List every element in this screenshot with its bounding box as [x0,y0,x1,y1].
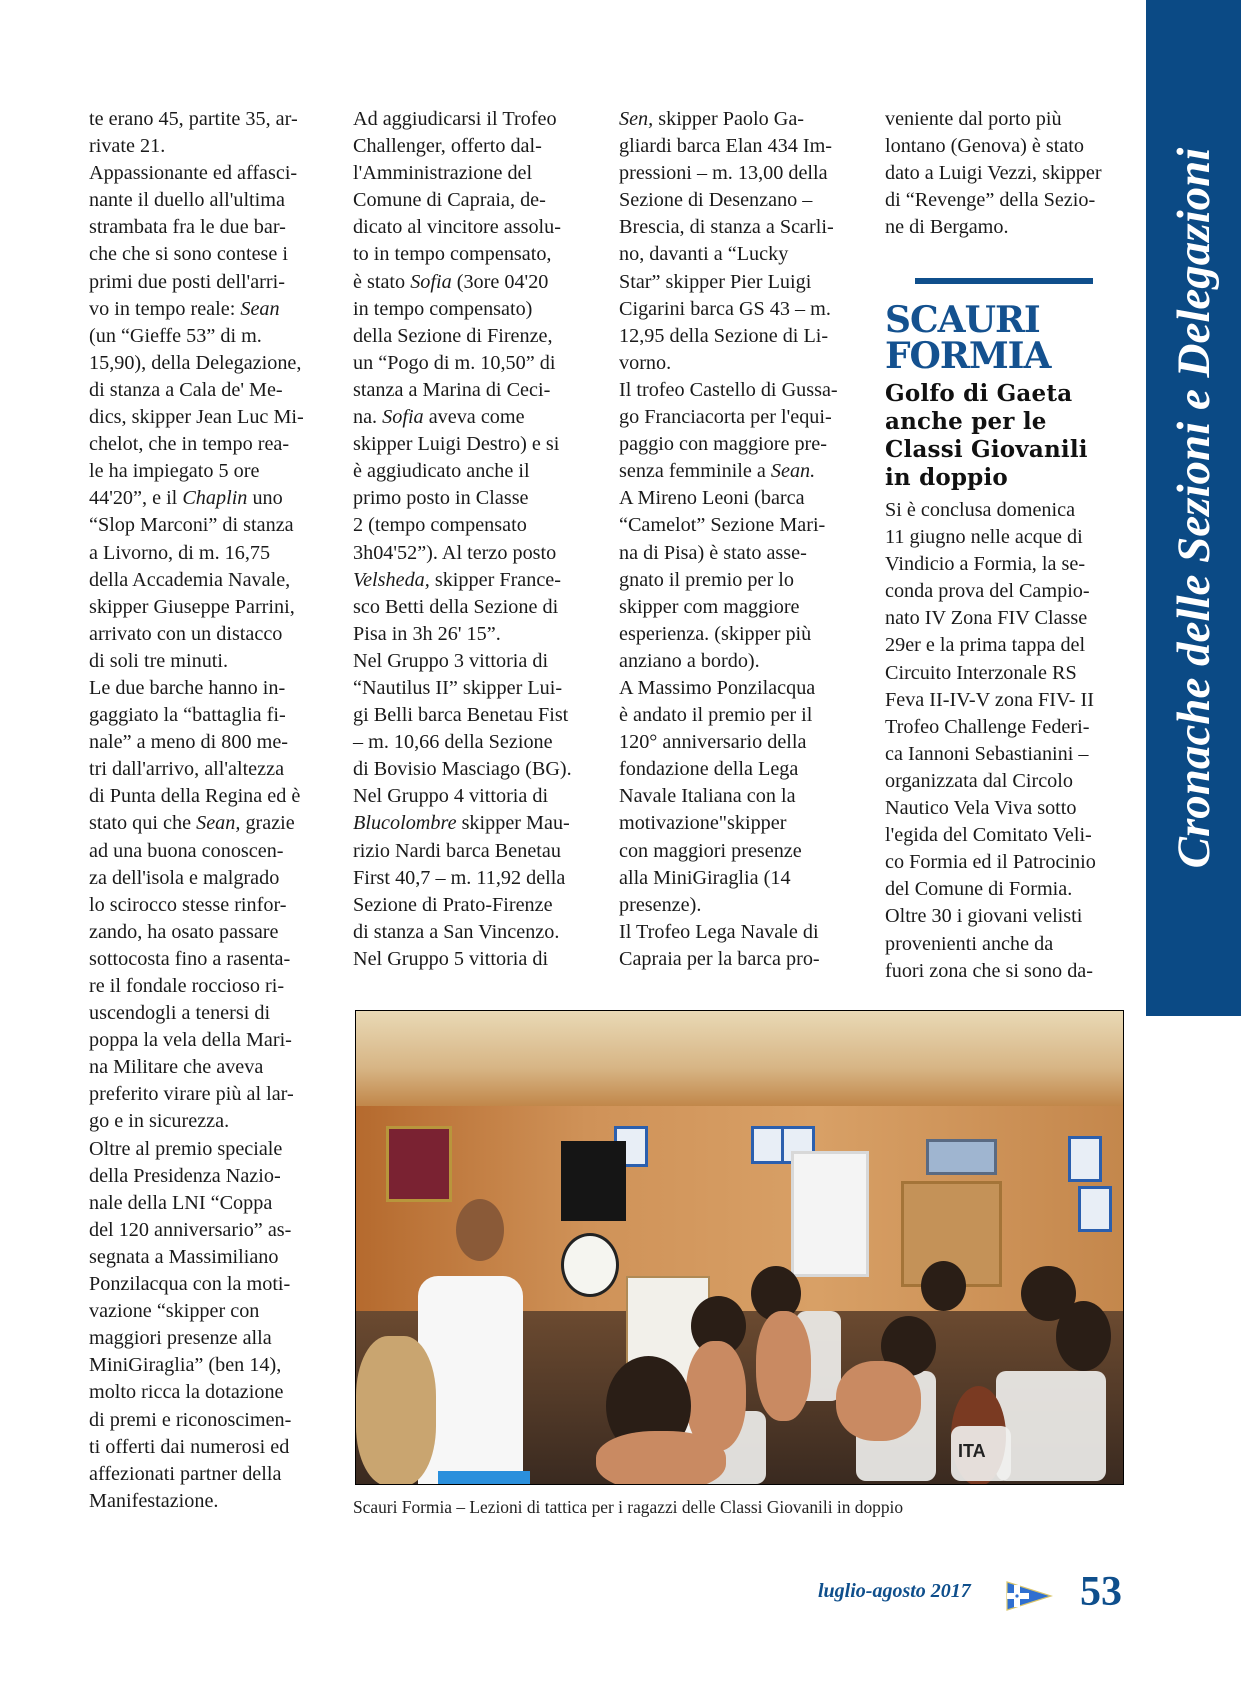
text-line: Trofeo Challenge Federi- [885,715,1090,738]
photo-frame-icon [386,1126,452,1202]
text-line: 44'20”, e il Chaplin uno [89,487,283,510]
text-line: Velsheda, skipper France- [353,568,561,591]
text-line: 29er e la prima tappa del [885,634,1086,657]
text-line: Appassionante ed affasci- [89,162,298,185]
text-line: maggiori presenze alla [89,1327,272,1350]
text-line: Sezione di Desenzano – [619,189,813,212]
text-line: dics, skipper Jean Luc Mi- [89,406,304,429]
text-line: “Camelot” Sezione Mari- [619,514,826,537]
text-line: skipper Giuseppe Parrini, [89,595,295,618]
text-line: Il Trofeo Lega Navale di [619,920,819,943]
text-line: chelot, che in tempo rea- [89,433,290,456]
text-line: molto ricca la dotazione [89,1381,284,1404]
text-line: Vindicio a Formia, la se- [885,553,1086,576]
text-line: ad una buona conoscen- [89,839,284,862]
text-line: vo in tempo reale: Sean [89,297,280,320]
text-line: re il fondale roccioso ri- [89,975,285,997]
text-line: provenienti anche da [885,932,1054,955]
text-line: na. Sofia aveva come [353,406,525,429]
text-line: della Presidenza Nazio- [89,1164,281,1187]
text-line: no, davanti a “Lucky [619,243,789,266]
page-number: 53 [1080,1569,1122,1615]
text-line: di soli tre minuti. [89,649,229,672]
text-line: a Livorno, di m. 16,75 [89,541,271,564]
article-title-line-2: FORMIA [885,335,1051,377]
text-line: pressioni – m. 13,00 della [619,162,828,185]
article-column-4-top [885,106,1125,241]
text-line: stanza a Marina di Ceci- [353,378,551,401]
photo-student [756,1311,811,1421]
text-line: Oltre 30 i giovani velisti [885,905,1083,928]
text-line: veniente dal porto più [885,108,1062,130]
text-line: ne di Bergamo. [885,216,1009,239]
text-line: primo posto in Classe [353,487,529,510]
text-line: di stanza a Cala de' Me- [89,378,283,401]
photo-chair [996,1371,1106,1481]
section-label-text: Cronache delle Sezioni e Delegazioni [1167,147,1220,869]
text-line: Comune di Capraia, de- [353,189,546,212]
article-title [885,299,1051,377]
photo-frame-icon [926,1139,997,1175]
text-line: dicato al vincitore assolu- [353,216,561,239]
text-line: Sen, skipper Paolo Ga- [619,108,805,130]
subtitle-line: in doppio [885,464,1008,491]
text-line: gnato il premio per lo [619,568,794,591]
text-line: con maggiori presenze [619,839,802,862]
clock-icon [561,1233,619,1297]
text-line: presenze). [619,893,702,916]
text-line: Ponzilacqua con la moti- [89,1273,291,1296]
article-body-scauri [885,497,1125,985]
text-line: di Punta della Regina ed è [89,785,301,808]
text-line: conda prova del Campio- [885,580,1090,603]
text-line: Pisa in 3h 26' 15”. [353,622,501,645]
text-line: gaggiato la “battaglia fi- [89,704,286,727]
photo-student [356,1336,436,1485]
text-line: poppa la vela della Mari- [89,1029,292,1052]
photo-notice-board [791,1151,869,1277]
text-line: sco Betti della Sezione di [353,595,559,618]
text-line: 120° anniversario della [619,731,807,754]
text-line: del 120 anniversario” as- [89,1218,292,1241]
text-line: Circuito Interzonale RS [885,661,1077,684]
text-line: Si è conclusa domenica [885,499,1076,521]
text-line: fondazione della Lega [619,758,799,781]
text-line: l'egida del Comitato Veli- [885,824,1092,847]
text-line: Nel Gruppo 5 vittoria di [353,947,549,970]
section-divider-rule [915,278,1093,284]
text-line: di “Revenge” della Sezio- [885,189,1096,212]
text-line: vazione “skipper con [89,1300,260,1323]
text-line: (un “Gieffe 53” di m. [89,324,262,347]
photo-frame-icon [751,1126,785,1164]
text-line: 12,95 della Sezione di Li- [619,324,829,347]
text-line: Il trofeo Castello di Gussa- [619,378,838,401]
text-line: della Accademia Navale, [89,568,291,591]
text-line: Nautico Vela Viva sotto [885,797,1077,820]
text-line: Nel Gruppo 3 vittoria di [353,649,549,672]
article-column-2 [353,106,591,973]
text-line: vorno. [619,351,672,374]
text-line: organizzata dal Circolo [885,769,1073,792]
article-column-3 [619,106,857,973]
text-line: co Formia ed il Patrocinio [885,851,1096,874]
photo-tv-screen [561,1141,626,1221]
text-line: rizio Nardi barca Benetau [353,839,561,862]
text-line: 15,90), della Delegazione, [89,351,302,374]
text-line: zando, ha osato passare [89,920,279,943]
text-line: è aggiudicato anche il [353,460,530,483]
text-line: lontano (Genova) è stato [885,135,1085,158]
text-line: preferito virare più al lar- [89,1083,294,1106]
subtitle-line: anche per le [885,408,1047,435]
text-line: motivazione"skipper [619,812,787,835]
text-line: go e in sicurezza. [89,1110,230,1133]
text-line: di stanza a San Vincenzo. [353,920,560,943]
text-line: 2 (tempo compensato [353,514,527,537]
text-line: First 40,7 – m. 11,92 della [353,866,566,889]
text-line: le ha impiegato 5 ore [89,460,260,483]
text-line: gi Belli barca Benetau Fist [353,704,569,727]
photo-caption: Scauri Formia – Lezioni di tattica per i ragazzi delle Classi Giovanili in doppio [353,1497,904,1517]
text-line: gliardi barca Elan 434 Im- [619,135,833,158]
text-line: nato IV Zona FIV Classe [885,607,1088,630]
text-line: anziano a bordo). [619,649,760,672]
text-line: tri dall'arrivo, all'altezza [89,758,285,781]
text-line: “Slop Marconi” di stanza [89,514,294,537]
text-line: un “Pogo di m. 10,50” di [353,351,556,374]
text-line: affezionati partner della [89,1462,282,1485]
article-subtitle [885,380,1088,492]
text-line: paggio con maggiore pre- [619,433,827,456]
text-line: Nel Gruppo 4 vittoria di [353,785,549,808]
text-line: esperienza. (skipper più [619,622,812,645]
text-line: segnata a Massimiliano [89,1245,279,1268]
text-line: Navale Italiana con la [619,785,796,808]
text-line: Manifestazione. [89,1489,219,1512]
text-line: che che si sono contese i [89,243,289,266]
text-line: strambata fra le due bar- [89,216,286,239]
text-line: Oltre al premio speciale [89,1137,283,1160]
photo-frame-icon [1078,1186,1112,1232]
photo-student [836,1361,921,1441]
text-line: Blucolombre skipper Mau- [353,812,570,835]
text-line: arrivato con un distacco [89,622,283,645]
photo-instructor-shorts [438,1471,530,1485]
photo-shirt-text: ITA [958,1441,986,1461]
text-line: Star” skipper Pier Luigi [619,270,812,293]
text-line: Le due barche hanno in- [89,676,286,699]
text-line: “Nautilus II” skipper Lui- [353,676,563,699]
text-line: A Mireno Leoni (barca [619,487,805,510]
text-line: nale della LNI “Coppa [89,1191,273,1214]
photo-instructor-head [456,1199,504,1261]
text-line: l'Amministrazione del [353,162,533,185]
text-line: to in tempo compensato, [353,243,552,266]
text-line: è andato il premio per il [619,704,813,727]
lni-burgee-icon [1005,1580,1053,1612]
article-column-1 [89,106,327,1515]
text-line: alla MiniGiraglia (14 [619,866,791,889]
text-line: – m. 10,66 della Sezione [353,731,553,754]
text-line: Brescia, di stanza a Scarli- [619,216,834,239]
text-line: di Bovisio Masciago (BG). [353,758,572,781]
text-line: 3h04'52”). Al terzo posto [353,541,557,564]
text-line: rivate 21. [89,135,166,158]
text-line: skipper Luigi Destro) e si [353,433,560,456]
text-line: sottocosta fino a rasenta- [89,947,291,970]
text-line: in tempo compensato) [353,297,533,320]
section-sidebar-label [1146,0,1241,1016]
text-line: Challenger, offerto dal- [353,135,542,158]
text-line: MiniGiraglia” (ben 14), [89,1354,282,1377]
text-line: della Sezione di Firenze, [353,324,553,347]
text-line: lo scirocco stesse rinfor- [89,893,287,916]
text-line: skipper com maggiore [619,595,800,618]
text-line: ca Iannoni Sebastianini – [885,742,1089,765]
text-line: stato qui che Sean, grazie [89,812,295,835]
text-line: A Massimo Ponzilacqua [619,676,816,699]
photo-ceiling [356,1011,1123,1106]
text-line: Sezione di Prato-Firenze [353,893,553,916]
text-line: di premi e riconoscimen- [89,1408,292,1431]
photo-student [596,1431,726,1485]
text-line: te erano 45, partite 35, ar- [89,108,298,130]
text-line: primi due posti dell'arri- [89,270,285,293]
text-line: senza femminile a Sean. [619,460,816,483]
text-line: uscendogli a tenersi di [89,1002,271,1025]
text-line: Feva II-IV-V zona FIV- II [885,688,1094,711]
article-title-line-1: SCAURI [885,299,1040,341]
text-line: Cigarini barca GS 43 – m. [619,297,831,320]
photo-student [921,1261,966,1311]
text-line: Ad aggiudicarsi il Trofeo [353,108,557,130]
text-line: na di Pisa) è stato asse- [619,541,807,564]
text-line: za dell'isola e malgrado [89,866,280,889]
text-line: fuori zona che si sono da- [885,959,1093,982]
photo-student [1021,1266,1076,1321]
article-photo [355,1010,1124,1485]
issue-date: luglio-agosto 2017 [818,1580,971,1602]
text-line: na Militare che aveva [89,1056,264,1079]
photo-frame-icon [1068,1136,1102,1182]
text-line: 11 giugno nelle acque di [885,526,1083,549]
text-line: è stato Sofia (3ore 04'20 [353,270,549,293]
text-line: ti offerti dai numerosi ed [89,1435,290,1458]
text-line: nante il duello all'ultima [89,189,285,212]
subtitle-line: Classi Giovanili [885,436,1088,463]
text-line: del Comune di Formia. [885,878,1073,901]
text-line: Capraia per la barca pro- [619,947,820,970]
text-line: nale” a meno di 800 me- [89,731,288,754]
text-line: dato a Luigi Vezzi, skipper [885,162,1102,185]
text-line: go Franciacorta per l'equi- [619,406,832,429]
subtitle-line: Golfo di Gaeta [885,380,1073,407]
